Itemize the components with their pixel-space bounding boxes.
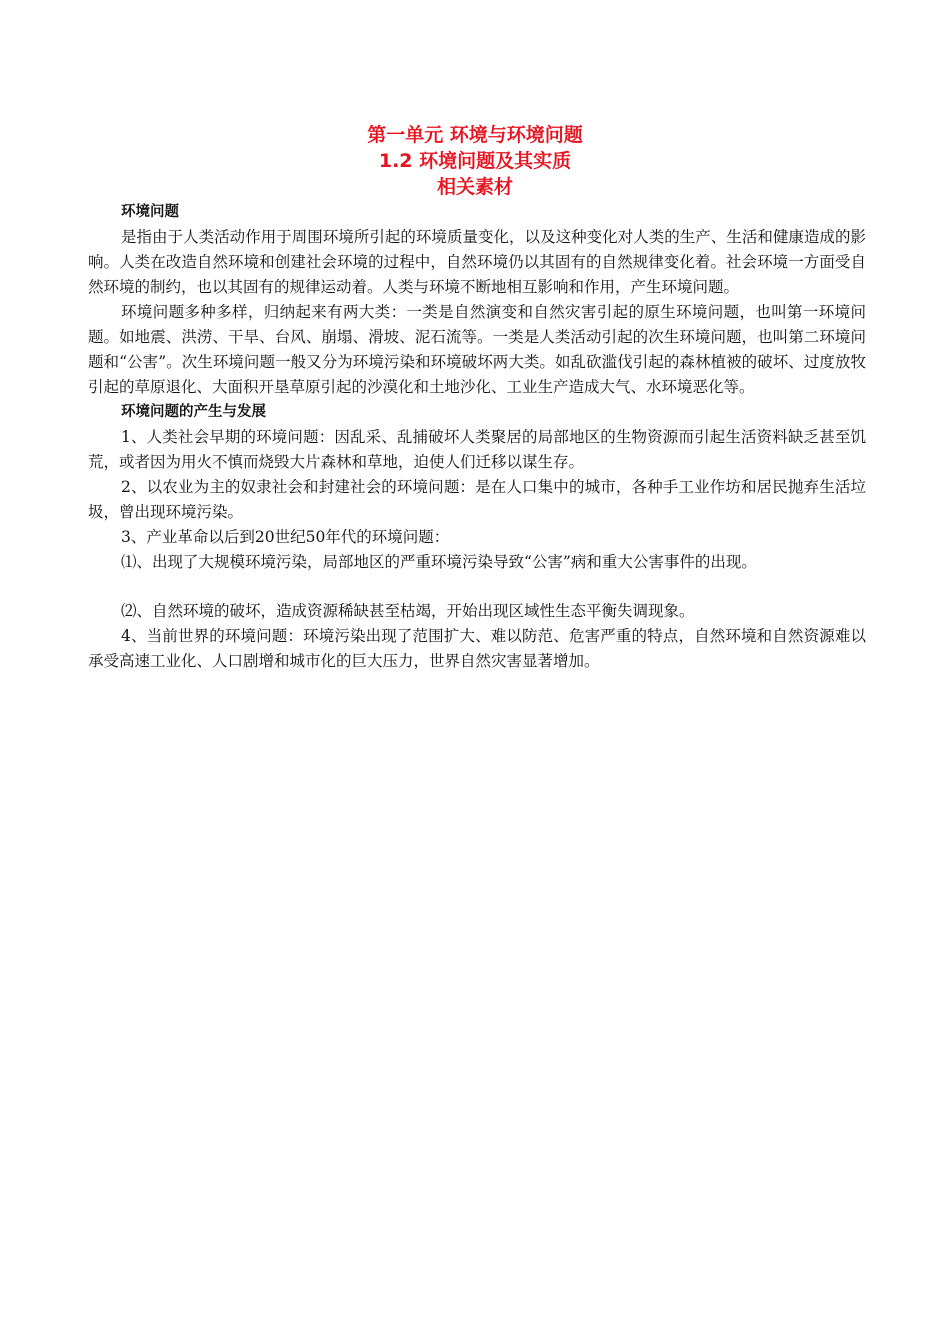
list-item-early-society: 1、人类社会早期的环境问题：因乱采、乱捕破坏人类聚居的局部地区的生物资源而引起生活资料缺乏甚至饥荒，或者因为用火不慎而烧毁大片森林和草地，迫使人们迁移以谋生存。	[88, 428, 866, 471]
title-unit: 第一单元 环境与环境问题	[367, 124, 583, 146]
section-heading-origin-development: 环境问题的产生与发展	[121, 404, 266, 420]
section-heading-environment-problems: 环境问题	[121, 204, 179, 220]
title-section: 1.2 环境问题及其实质	[378, 150, 572, 172]
spacer	[88, 575, 866, 599]
title-block	[0, 122, 950, 200]
paragraph-definition: 是指由于人类活动作用于周围环境所引起的环境质量变化，以及这种变化对人类的生产、生活和健康造成的影响。人类在改造自然环境和创建社会环境的过程中，自然环境仍以其固有的自然规律变化着。社会环境一方面受自然环境的制约，也以其固有的规律运动着。人类与环境不断地相互影响和作用，产生环境问题。	[88, 228, 866, 296]
title-subtitle: 相关素材	[436, 176, 513, 198]
paragraph-classification: 环境问题多种多样，归纳起来有两大类：一类是自然演变和自然灾害引起的原生环境问题，也叫第一环境问题。如地震、洪涝、干旱、台风、崩塌、滑坡、泥石流等。一类是人类活动引起的次生环境问题，也叫第二环境问题和“公害”。次生环境问题一般又分为环境污染和环境破坏两大类。如乱砍滥伐引起的森林植被的破坏、过度放牧引起的草原退化、大面积开垦草原引起的沙漠化和土地沙化、工业生产造成大气、水环境恶化等。	[88, 303, 866, 396]
list-item-agricultural-society: 2、以农业为主的奴隶社会和封建社会的环境问题：是在人口集中的城市，各种手工业作坊和居民抛弃生活垃圾，曾出现环境污染。	[88, 478, 866, 521]
sub-item-pollution: ⑴、出现了大规模环境污染，局部地区的严重环境污染导致“公害”病和重大公害事件的出现。	[121, 553, 757, 571]
document-body	[88, 200, 866, 674]
list-item-current-world: 4、当前世界的环境问题：环境污染出现了范围扩大、难以防范、危害严重的特点，自然环境和自然资源难以承受高速工业化、人口剧增和城市化的巨大压力，世界自然灾害显著增加。	[88, 627, 866, 670]
sub-item-destruction: ⑵、自然环境的破坏，造成资源稀缺甚至枯竭，开始出现区域性生态平衡失调现象。	[121, 602, 695, 620]
list-item-industrial-revolution: 3、产业革命以后到20世纪50年代的环境问题：	[121, 528, 450, 546]
